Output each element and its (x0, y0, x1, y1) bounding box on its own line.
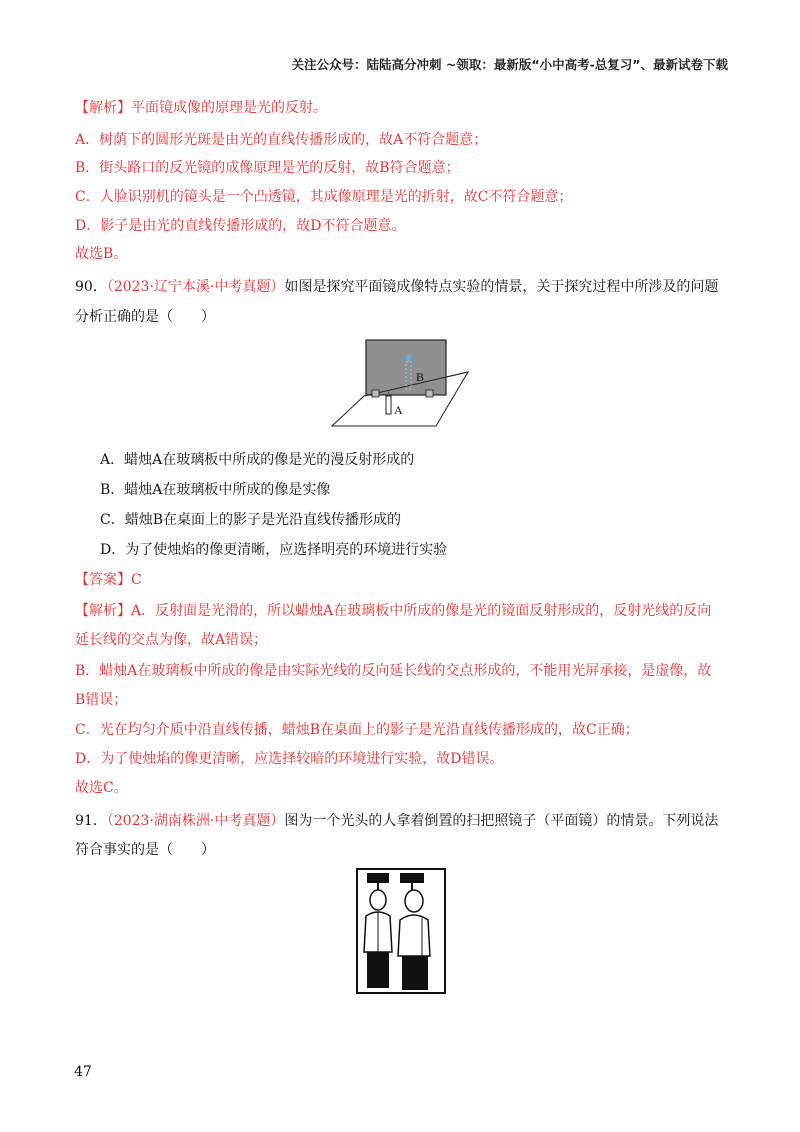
q90-analysis-line: B错误； (75, 692, 128, 708)
candle-b-flame (406, 354, 411, 362)
page-header: 关注公众号：陆陆高分冲刺 ~领取：最新版“小中高考-总复习”、最新试卷下载 (291, 57, 728, 72)
label-a: A (394, 403, 403, 417)
answer-tag: 【答案】 (75, 572, 131, 588)
q90-analysis-line: C．光在均匀介质中沿直线传播，蜡烛B在桌面上的影子是光沿直线传播形成的，故C正确； (75, 722, 639, 738)
option-b: B．蜡烛A在玻璃板中所成的像是实像 (100, 482, 331, 498)
q90-stem-line-1 (75, 277, 718, 297)
q89-analysis-intro (75, 98, 327, 118)
plate-holder-right (426, 390, 433, 397)
mirror-broom-figure (356, 868, 446, 994)
plate-holder-left (372, 390, 379, 397)
question-number: 91． (75, 813, 107, 829)
q89-analysis-line: D．影子是由光的直线传播形成的，故D不符合题意。 (75, 218, 406, 234)
label-b: B (416, 370, 425, 384)
question-number: 90． (75, 279, 107, 295)
q89-conclusion: 故选B。 (75, 246, 128, 262)
q89-analysis-line: A．树荫下的圆形光斑是由光的直线传播形成的，故A不符合题意； (75, 132, 488, 148)
q90-answer (75, 570, 142, 590)
question-stem: 图为一个光头的人拿着倒置的扫把照镜子（平面镜）的情景。下列说法 (284, 813, 719, 829)
q90-analysis-line: B．蜡烛A在玻璃板中所成的像是由实际光线的反向延长线的交点形成的，不能用光屏承接，是虚像，故 (75, 663, 712, 679)
q91-stem-line-1 (75, 811, 718, 831)
question-source: （2023·辽宁本溪·中考真题） (106, 279, 285, 295)
q90-analysis-line: D．为了使烛焰的像更清晰，应选择较暗的环境进行实验，故D错误。 (75, 751, 504, 767)
answer-value: C (131, 572, 142, 588)
page-number: 47 (74, 1064, 92, 1080)
analysis-text: A．反射面是光滑的，所以蜡烛A在玻璃板中所成的像是光的镜面反射形成的，反射光线的反向 (131, 603, 712, 619)
question-stem: 如图是探究平面镜成像特点实验的情景，关于探究过程中所涉及的问题 (284, 279, 719, 295)
option-d: D．为了使烛焰的像更清晰，应选择明亮的环境进行实验 (100, 542, 448, 558)
q89-analysis-line: C．人脸识别机的镜头是一个凸透镜，其成像原理是光的折射，故C不符合题意； (75, 189, 573, 205)
q89-analysis-line: B．街头路口的反光镜的成像原理是光的反射，故B符合题意； (75, 160, 460, 176)
q90-analysis-line (75, 601, 711, 621)
question-source: （2023·湖南株洲·中考真题） (106, 813, 285, 829)
analysis-intro-text: 平面镜成像的原理是光的反射。 (131, 100, 327, 116)
analysis-tag: 【解析】 (75, 100, 131, 116)
analysis-tag: 【解析】 (75, 603, 131, 619)
candle-a (386, 396, 391, 414)
q90-stem-line-2: 分析正确的是（ ） (75, 309, 215, 325)
option-c: C．蜡烛B在桌面上的影子是光沿直线传播形成的 (100, 512, 401, 528)
q91-stem-line-2: 符合事实的是（ ） (75, 842, 215, 858)
mirror-experiment-figure (330, 334, 470, 428)
q90-conclusion: 故选C。 (75, 780, 128, 796)
q90-analysis-line: 延长线的交点为像，故A错误； (75, 632, 268, 648)
option-a: A．蜡烛A在玻璃板中所成的像是光的漫反射形成的 (100, 452, 415, 468)
